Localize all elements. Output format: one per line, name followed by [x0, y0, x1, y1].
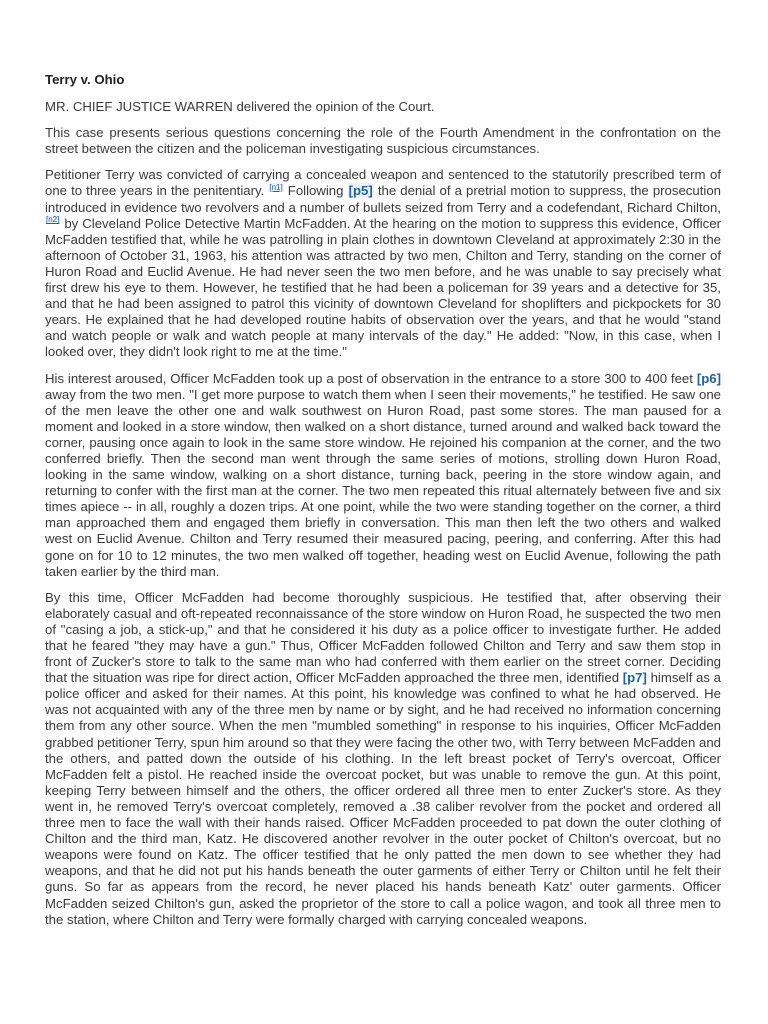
footnote-link-n1[interactable]: [n1] [269, 183, 283, 193]
paragraph-text: By this time, Officer McFadden had become thoroughly suspicious. He testified that, after observing their elaborately casual and oft-repeated reconnaissance of the store window on Huron Road, he suspected the two men of "casing a job, a stick-up," and that he considered it his duty as a police officer to investigate further. He added that he feared "they may have a gun." Thus, Officer McFadden followed Chilton and Terry and saw them stop in front of Zucker's store to talk to the same man who had conferred with them earlier on the street corner. Deciding that the situation was ripe for direct action, Officer McFadden approached the three men, identified [45, 589, 721, 686]
paragraph-facts-2 [45, 371, 721, 580]
footnote-link-n2[interactable]: [n2] [46, 215, 60, 225]
paragraph-text: the denial of a pretrial motion to suppress, the prosecution introduced in evidence two revolvers and a number of bullets seized from Terry and a codefendant, Richard Chilton, [45, 183, 721, 215]
case-title: Terry v. Ohio [45, 72, 125, 87]
paragraph-text: His interest aroused, Officer McFadden took up a post of observation in the entrance to a store 300 to 400 feet [45, 370, 697, 386]
page-ref-p7[interactable]: [p7] [622, 670, 647, 686]
paragraph-facts-1 [45, 167, 721, 360]
paragraph-text: Following [283, 183, 348, 199]
author-line: MR. CHIEF JUSTICE WARREN delivered the opinion of the Court. [45, 99, 435, 115]
paragraph-text: away from the two men. "I get more purpose to watch them when I seen their movements," he testified. He saw one of the men leave the other one and walk southwest on Huron Road, past some stores. The man paused for a moment and looked in a store window, then walked on a short distance, turned around and walked back toward the corner, pausing once again to look in the same store window. He rejoined his companion at the corner, and the two conferred briefly. Then the second man went through the same series of motions, strolling down Huron Road, looking in the same window, walking on a short distance, turning back, peering in the store window again, and returning to confer with the first man at the corner. The two men repeated this ritual alternately between five and six times apiece -- in all, roughly a dozen trips. At one point, while the two were standing together on the corner, a third man approached them and engaged them briefly in conversation. This man then left the two others and walked west on Euclid Avenue. Chilton and Terry resumed their measured pacing, peering, and conferring. After this had gone on for 10 to 12 minutes, the two men walked off together, heading west on Euclid Avenue, following the path taken earlier by the third man. [45, 386, 721, 579]
paragraph-text: himself as a police officer and asked for their names. At this point, his knowledge was confined to what he had observed. He was not acquainted with any of the three men by name or by sight, and he had received no information concerning them from any other source. When the men "mumbled something" in response to his inquiries, Officer McFadden grabbed petitioner Terry, spun him around so that they were facing the other two, with Terry between McFadden and the others, and patted down the outside of his clothing. In the left breast pocket of Terry's overcoat, Officer McFadden felt a pistol. He reached inside the overcoat pocket, but was unable to remove the gun. At this point, keeping Terry between himself and the others, the officer ordered all three men to enter Zucker's store. As they went in, he removed Terry's overcoat completely, removed a .38 caliber revolver from the pocket and ordered all three men to face the wall with their hands raised. Officer McFadden proceeded to pat down the outer clothing of Chilton and the third man, Katz. He discovered another revolver in the outer pocket of Chilton's overcoat, but no weapons were found on Katz. The officer testified that he only patted the men down to see whether they had weapons, and that he did not put his hands beneath the outer garments of either Terry or Chilton until he felt their guns. So far as appears from the record, he never placed his hands beneath Katz' outer garments. Officer McFadden seized Chilton's gun, asked the proprietor of the store to call a police wagon, and took all three men to the station, where Chilton and Terry were formally charged with carrying concealed weapons. [45, 670, 721, 927]
paragraph-text: by Cleveland Police Detective Martin McFadden. At the hearing on the motion to suppress this evidence, Officer McFadden testified that, while he was patrolling in plain clothes in downtown Cleveland at approximately 2:30 in the afternoon of October 31, 1963, his attention was attracted by two men, Chilton and Terry, standing on the corner of Huron Road and Euclid Avenue. He had never seen the two men before, and he was unable to say precisely what first drew his eye to them. However, he testified that he had been a policeman for 39 years and a detective for 35, and that he had been assigned to patrol this vicinity of downtown Cleveland for shoplifters and pickpockets for 30 years. He explained that he had developed routine habits of observation over the years, and that he would "stand and watch people or walk and watch people at many intervals of the day." He added: "Now, in this case, when I looked over, they didn't look right to me at the time." [45, 215, 721, 360]
paragraph-intro: This case presents serious questions concerning the role of the Fourth Amendment in the confrontation on the street between the citizen and the policeman investigating suspicious circumstances. [45, 125, 721, 157]
page-ref-p5[interactable]: [p5] [348, 183, 373, 199]
paragraph-facts-3 [45, 590, 721, 928]
page-ref-p6[interactable]: [p6] [696, 370, 721, 386]
paragraph-text: Petitioner Terry was convicted of carrying a concealed weapon and sentenced to the statutorily prescribed term of one to three years in the penitentiary. [45, 167, 721, 199]
